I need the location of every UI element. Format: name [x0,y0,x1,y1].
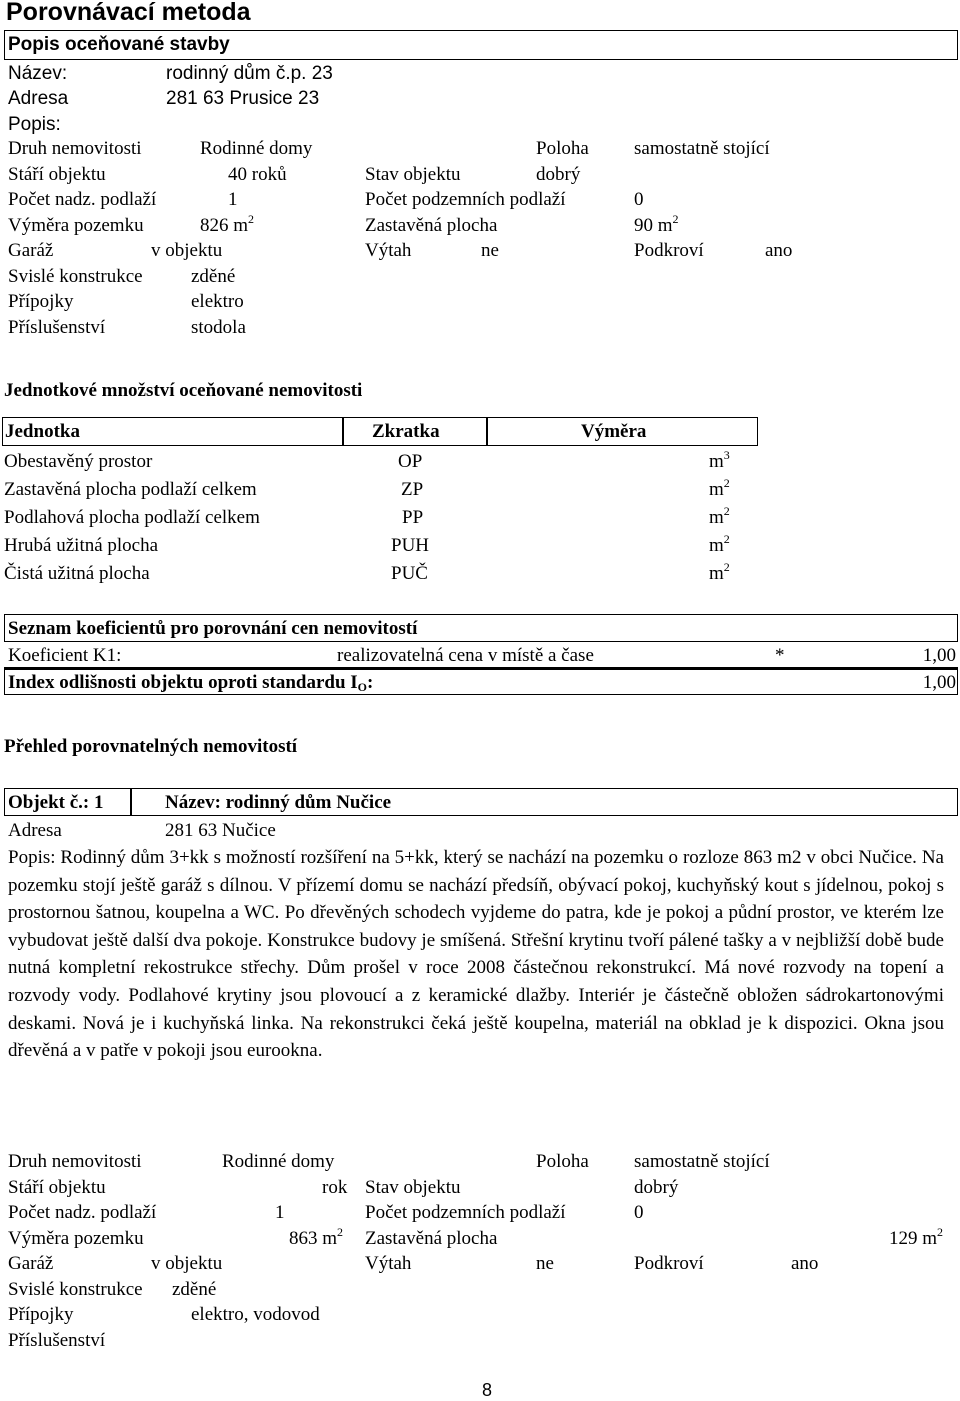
index-label [8,672,373,694]
unit-name: Zastavěná plocha podlaží celkem [4,479,257,500]
comparable-description: Popis: Rodinný dům 3+kk s možností rozšíření na 5+kk, který se nachází na pozemku o rozloze 863 m2 v obci Nučice. Na pozemku stojí ještě garáž s dílnou. V přízemí domu se nachází předsíň, obývací pokoj, kuchyňský kout s jídelnou, pokoj s prostornou šatnou, koupelna a WC. Po dřevěných schodech vyjdeme do patra, kde je pokoj a půdní prostor, ve kterém lze vybudovat ještě další dva pokoje. Konstrukce budovy je smíšená. Střešní krytinu tvoří pálené tašky a v nejbližší době bude nutná kompletní rekostrukce střechy. Dům prošel v roce 2008 částečnou rekonstrukcí. Má nové rozvody na topení a rozvody vody. Podlahové krytiny jsou plovoucí a z keramické dlažby. Interiér je částečně obložen sádrokartonovými deskami. Nová je i kuchyňská linka. Na rekonstrukci čeká ještě koupelna, materiál na obklad je k dispozici. Okna jsou dřevěná a v patře v pokoji jsou eurookna. [8,847,944,1062]
land-label: Výměra pozemku [8,215,144,236]
unit-measure [709,476,730,501]
garage-value: v objektu [151,240,223,261]
underground-label: Počet podzemních podlaží [365,189,566,210]
built-value-exp: 2 [672,212,679,226]
unit-measure-exp: 2 [723,476,730,490]
accessories-label: Příslušenství [8,317,106,338]
comparable-address-value: 281 63 Nučice [165,820,276,841]
page-number: 8 [482,1380,493,1400]
comparable-age-value: rok [322,1177,348,1198]
comparable-floors-label: Počet nadz. podlaží [8,1202,157,1223]
index-label-colon: : [367,672,374,693]
comparable-land-value [289,1225,344,1250]
units-header-divider-1 [342,417,344,446]
attic-label: Podkroví [634,240,704,261]
unit-name: Hrubá užitná plocha [4,535,159,556]
underground-value: 0 [634,189,644,210]
floors-value: 1 [228,189,238,210]
comparable-type-label: Druh nemovitosti [8,1151,142,1172]
k1-description: realizovatelná cena v místě a čase [337,645,594,666]
comparable-walls-label: Svislé konstrukce [8,1279,143,1300]
subject-heading: Popis oceňované stavby [8,34,230,55]
built-value [634,212,679,237]
comparable-state-value: dobrý [634,1177,679,1198]
comparable-built-value [889,1225,944,1250]
name-value: rodinný dům č.p. 23 [166,63,333,84]
unit-measure-exp: 2 [723,504,730,518]
garage-label: Garáž [8,240,54,261]
comparable-lift-value: ne [536,1253,554,1274]
address-label: Adresa [8,88,69,109]
comparable-utilities-label: Přípojky [8,1304,74,1325]
state-value: dobrý [536,164,581,185]
units-heading: Jednotkové množství oceňované nemovitosti [4,380,363,401]
type-label: Druh nemovitosti [8,138,142,159]
utilities-label: Přípojky [8,291,74,312]
k1-mark: * [775,645,785,666]
comparable-type-value: Rodinné domy [222,1151,335,1172]
unit-abbr: ZP [401,479,424,500]
land-value-text: 826 m [200,215,249,236]
unit-name: Obestavěný prostor [4,451,153,472]
unit-abbr: PUH [391,535,430,556]
comparable-built-label: Zastavěná plocha [365,1228,498,1249]
comparables-heading: Přehled porovnatelných nemovitostí [4,736,298,757]
object-number: Objekt č.: 1 [8,792,104,813]
name-label: Název: [8,63,68,84]
comparable-age-label: Stáří objektu [8,1177,106,1198]
page-title: Porovnávací metoda [6,0,251,26]
built-value-text: 90 m [634,215,673,236]
comparable-underground-value: 0 [634,1202,644,1223]
state-label: Stav objektu [365,164,461,185]
unit-measure-text: m [709,479,724,500]
comparable-land-value-text: 863 m [289,1228,338,1249]
unit-measure-text: m [709,507,724,528]
k1-label: Koeficient K1: [8,645,122,666]
comparable-land-label: Výměra pozemku [8,1228,144,1249]
unit-measure [709,532,730,557]
unit-measure-exp: 2 [723,532,730,546]
comparable-garage-value: v objektu [151,1253,223,1274]
floors-label: Počet nadz. podlaží [8,189,157,210]
comparable-attic-value: ano [791,1253,819,1274]
walls-value: zděné [191,266,236,287]
comparable-built-value-text: 129 m [889,1228,938,1249]
units-col-abbr: Zkratka [372,421,440,442]
index-label-text: Index odlišnosti objektu oproti standardu I [8,672,358,693]
walls-label: Svislé konstrukce [8,266,143,287]
comparable-attic-label: Podkroví [634,1253,704,1274]
land-value-exp: 2 [248,212,255,226]
unit-measure-text: m [709,535,724,556]
unit-measure-text: m [709,563,724,584]
comparable-garage-label: Garáž [8,1253,54,1274]
units-col-unit: Jednotka [5,421,80,442]
age-label: Stáří objektu [8,164,106,185]
attic-value: ano [765,240,793,261]
position-value: samostatně stojící [634,138,770,159]
comparable-floors-value: 1 [275,1202,285,1223]
description-label: Popis: [8,114,61,135]
object-name: Název: rodinný dům Nučice [165,792,392,813]
unit-abbr: PUČ [391,563,428,584]
unit-measure [709,448,730,473]
unit-abbr: PP [402,507,424,528]
comparable-underground-label: Počet podzemních podlaží [365,1202,566,1223]
comparable-walls-value: zděné [172,1279,217,1300]
unit-name: Podlahová plocha podlaží celkem [4,507,260,528]
unit-measure-text: m [709,451,724,472]
unit-measure-exp: 3 [723,448,730,462]
lift-label: Výtah [365,240,412,261]
comparable-address-label: Adresa [8,820,62,841]
k1-value: 1,00 [922,645,956,666]
object-box [4,788,958,816]
unit-measure-exp: 2 [723,560,730,574]
position-label: Poloha [536,138,589,159]
type-value: Rodinné domy [200,138,313,159]
accessories-value: stodola [191,317,246,338]
comparable-utilities-value: elektro, vodovod [191,1304,320,1325]
comparable-land-value-exp: 2 [337,1225,344,1239]
units-col-area: Výměra [581,421,647,442]
index-label-subscript: O [357,680,368,694]
age-value: 40 roků [228,164,287,185]
comparable-position-label: Poloha [536,1151,589,1172]
lift-value: ne [481,240,499,261]
built-label: Zastavěná plocha [365,215,498,236]
object-box-divider [130,788,132,816]
comparable-lift-label: Výtah [365,1253,412,1274]
unit-measure [709,560,730,585]
index-value: 1,00 [922,672,956,693]
coefficients-heading: Seznam koeficientů pro porovnání cen nemovitostí [8,618,418,639]
comparable-state-label: Stav objektu [365,1177,461,1198]
comparable-built-value-exp: 2 [937,1225,944,1239]
units-header-divider-2 [486,417,488,446]
unit-abbr: OP [398,451,423,472]
land-value [200,212,255,237]
utilities-value: elektro [191,291,244,312]
comparable-position-value: samostatně stojící [634,1151,770,1172]
unit-measure [709,504,730,529]
unit-name: Čistá užitná plocha [4,563,150,584]
comparable-accessories-label: Příslušenství [8,1330,106,1351]
address-value: 281 63 Prusice 23 [166,88,320,109]
